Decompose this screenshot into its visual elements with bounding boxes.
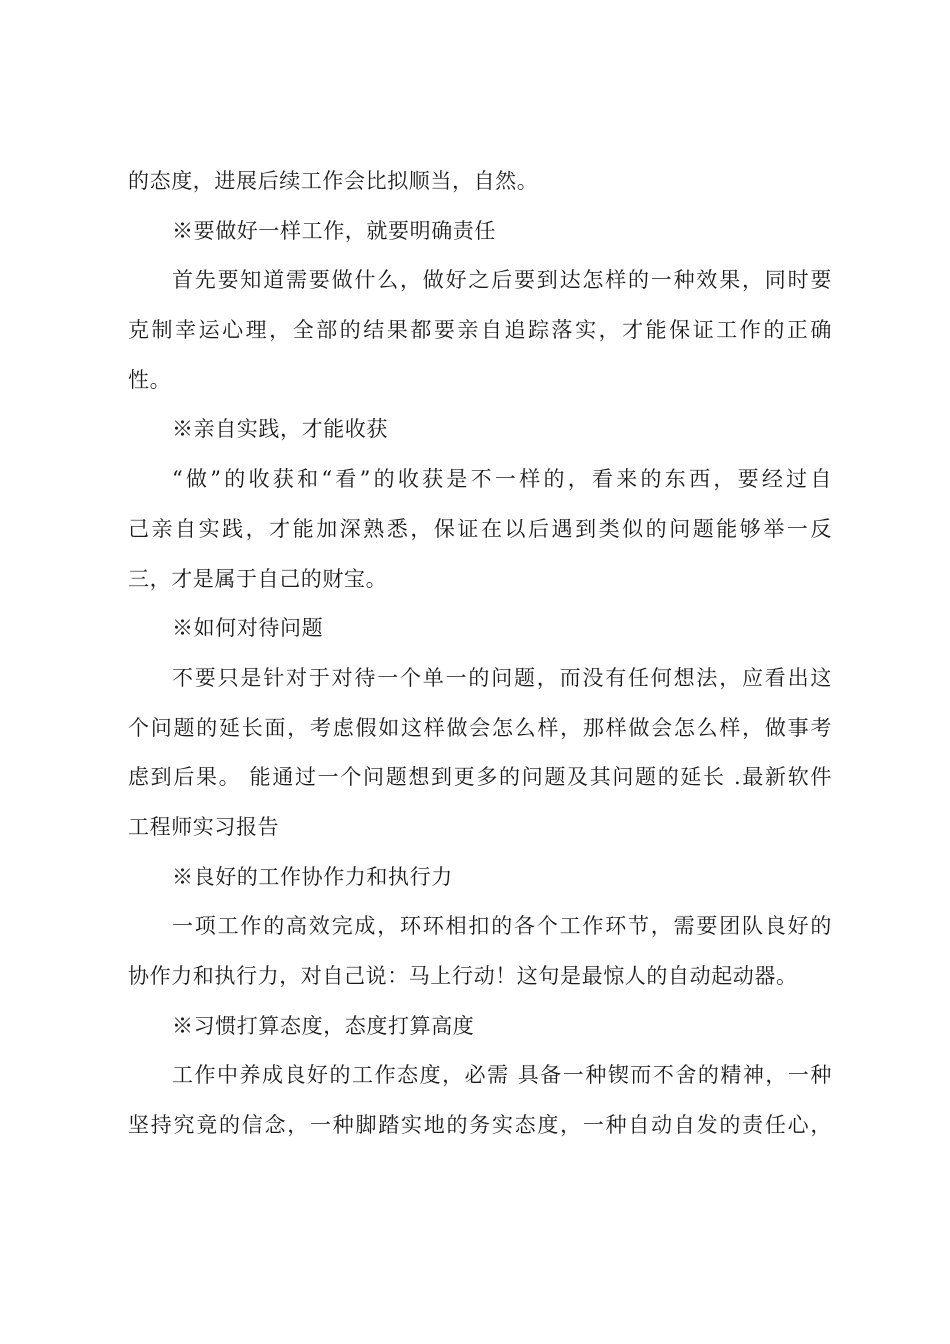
- paragraph-line: 不要只是针对于对待一个单一的问题，而没有任何想法，应看出这: [172, 665, 832, 690]
- paragraph-line: 克制幸运心理，全部的结果都要亲自追踪落实，才能保证工作的正确: [128, 318, 832, 343]
- section-heading: ※要做好一样工作，就要明确责任: [172, 218, 496, 243]
- paragraph-line: 协作力和执行力，对自己说：马上行动！这句是最惊人的自动起动器。: [128, 964, 798, 988]
- paragraph-line: 三，才是属于自己的财宝。: [128, 566, 388, 591]
- paragraph-line: “做”的收获和“看”的收获是不一样的，看来的东西，要经过自: [172, 467, 832, 492]
- paragraph-line: 虑到后果。 能通过一个问题想到更多的问题及其问题的延长 .最新软件: [128, 765, 832, 790]
- paragraph-line: 坚持究竟的信念，一种脚踏实地的务实态度，一种自动自发的责任心，: [128, 1113, 832, 1138]
- paragraph-line: 一项工作的高效完成，环环相扣的各个工作环节，需要团队良好的: [172, 914, 832, 939]
- paragraph-line: 工程师实习报告: [128, 814, 280, 839]
- section-heading: ※亲自实践，才能收获: [172, 417, 388, 442]
- paragraph-line: 工作中养成良好的工作态度，必需 具备一种锲而不舍的精神，一种: [172, 1063, 832, 1088]
- document-page: [128, 157, 832, 1151]
- paragraph-line: 性。: [128, 367, 172, 392]
- section-heading: ※习惯打算态度，态度打算高度: [172, 1013, 475, 1038]
- paragraph-line: 个问题的延长面，考虑假如这样做会怎么样，那样做会怎么样，做事考: [128, 715, 832, 740]
- paragraph-line: 己亲自实践，才能加深熟悉，保证在以后遇到类似的问题能够举一反: [128, 516, 832, 541]
- paragraph-line: 的态度，进展后续工作会比拟顺当，自然。: [128, 169, 539, 193]
- section-heading: ※如何对待问题: [172, 616, 324, 641]
- section-heading: ※良好的工作协作力和执行力: [172, 864, 453, 889]
- paragraph-line: 首先要知道需要做什么，做好之后要到达怎样的一种效果，同时要: [172, 268, 832, 293]
